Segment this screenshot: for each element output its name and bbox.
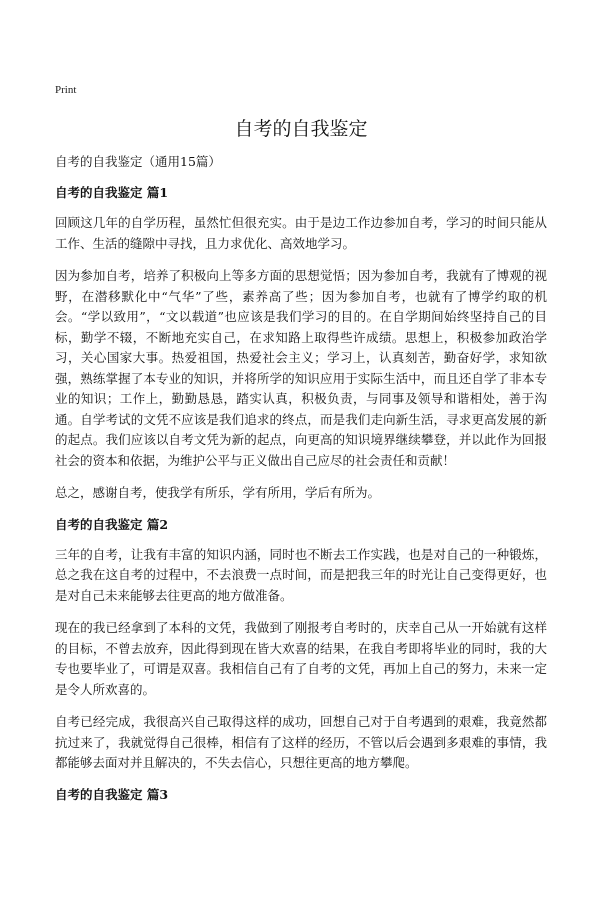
paragraph: 回顾这几年的自学历程，虽然忙但很充实。由于是边工作边参加自考，学习的时间只能从工作、生活的缝隙中寻找，且力求优化、高效地学习。 [55, 215, 547, 251]
document-body [55, 184, 547, 815]
paragraph: 总之，感谢自考，使我学有所乐，学有所用，学后有所为。 [55, 485, 381, 500]
section-heading: 自考的自我鉴定 篇1 [55, 185, 169, 200]
paragraph: 自考已经完成，我很高兴自己取得这样的成功，回想自己对于自考遇到的艰难，我竟然都抗过来了，我就觉得自己很棒，相信有了这样的经历，不管以后会遇到多艰难的事情，我都能够去面对并且解决的，不失去信心，只想往更高的地方攀爬。 [55, 714, 547, 770]
page-title: 自考的自我鉴定 [234, 118, 368, 140]
paragraph: 三年的自考，让我有丰富的知识内涵，同时也不断去工作实践，也是对自己的一种锻炼，总之我在这自考的过程中，不去浪费一点时间，而是把我三年的时光让自己变得更好，也是对自己未来能够去往更高的地方做准备。 [55, 546, 547, 603]
section-heading: 自考的自我鉴定 篇2 [55, 516, 169, 532]
section-heading: 自考的自我鉴定 篇3 [55, 786, 169, 802]
section-3 [55, 786, 547, 804]
section-1 [55, 184, 547, 504]
paragraph: 因为参加自考，培养了积极向上等多方面的思想觉悟；因为参加自考，我就有了博观的视野，在潜移默化中“气华”了些，素养高了些；因为参加自考，也就有了博学约取的机会。“学以致用”，“文以载道”也应该是我们学习的目的。在自学期间始终坚持自己的目标，勤学不辍，不断地充实自己，在求知路上取得些许成绩。思想上，积极参加政治学习，关心国家大事。热爱祖国，热爱社会主义；学习上，认真刻苦，勤奋好学，求知欲强，熟练掌握了本专业的知识，并将所学的知识应用于实际生活中，而且还自学了非本专业的知识；工作上，勤勤恳恳，踏实认真，积极负责，与同事及领导和谐相处，善于沟通。自学考试的文凭不应该是我们追求的终点，而是我们走向新生活，寻求更高发展的新的起点。我们应该以自考文凭为新的起点，向更高的知识境界继续攀登，并以此作为回报社会的资本和依据，为维护公平与正义做出自己应尽的社会责任和贡献！ [55, 268, 547, 468]
section-2 [55, 516, 547, 774]
document-subtitle: 自考的自我鉴定（通用15篇） [55, 154, 221, 169]
paragraph: 现在的我已经拿到了本科的文凭，我做到了刚报考自考时的，庆幸自己从一开始就有这样的目标，不曾去放弃，因此得到现在皆大欢喜的结果，在我自考即将毕业的同时，我的大专也要毕业了，可谓是双喜。我相信自己有了自考的文凭，再加上自己的努力，未来一定是令人所欢喜的。 [55, 620, 547, 697]
print-label[interactable]: Print [55, 84, 77, 96]
